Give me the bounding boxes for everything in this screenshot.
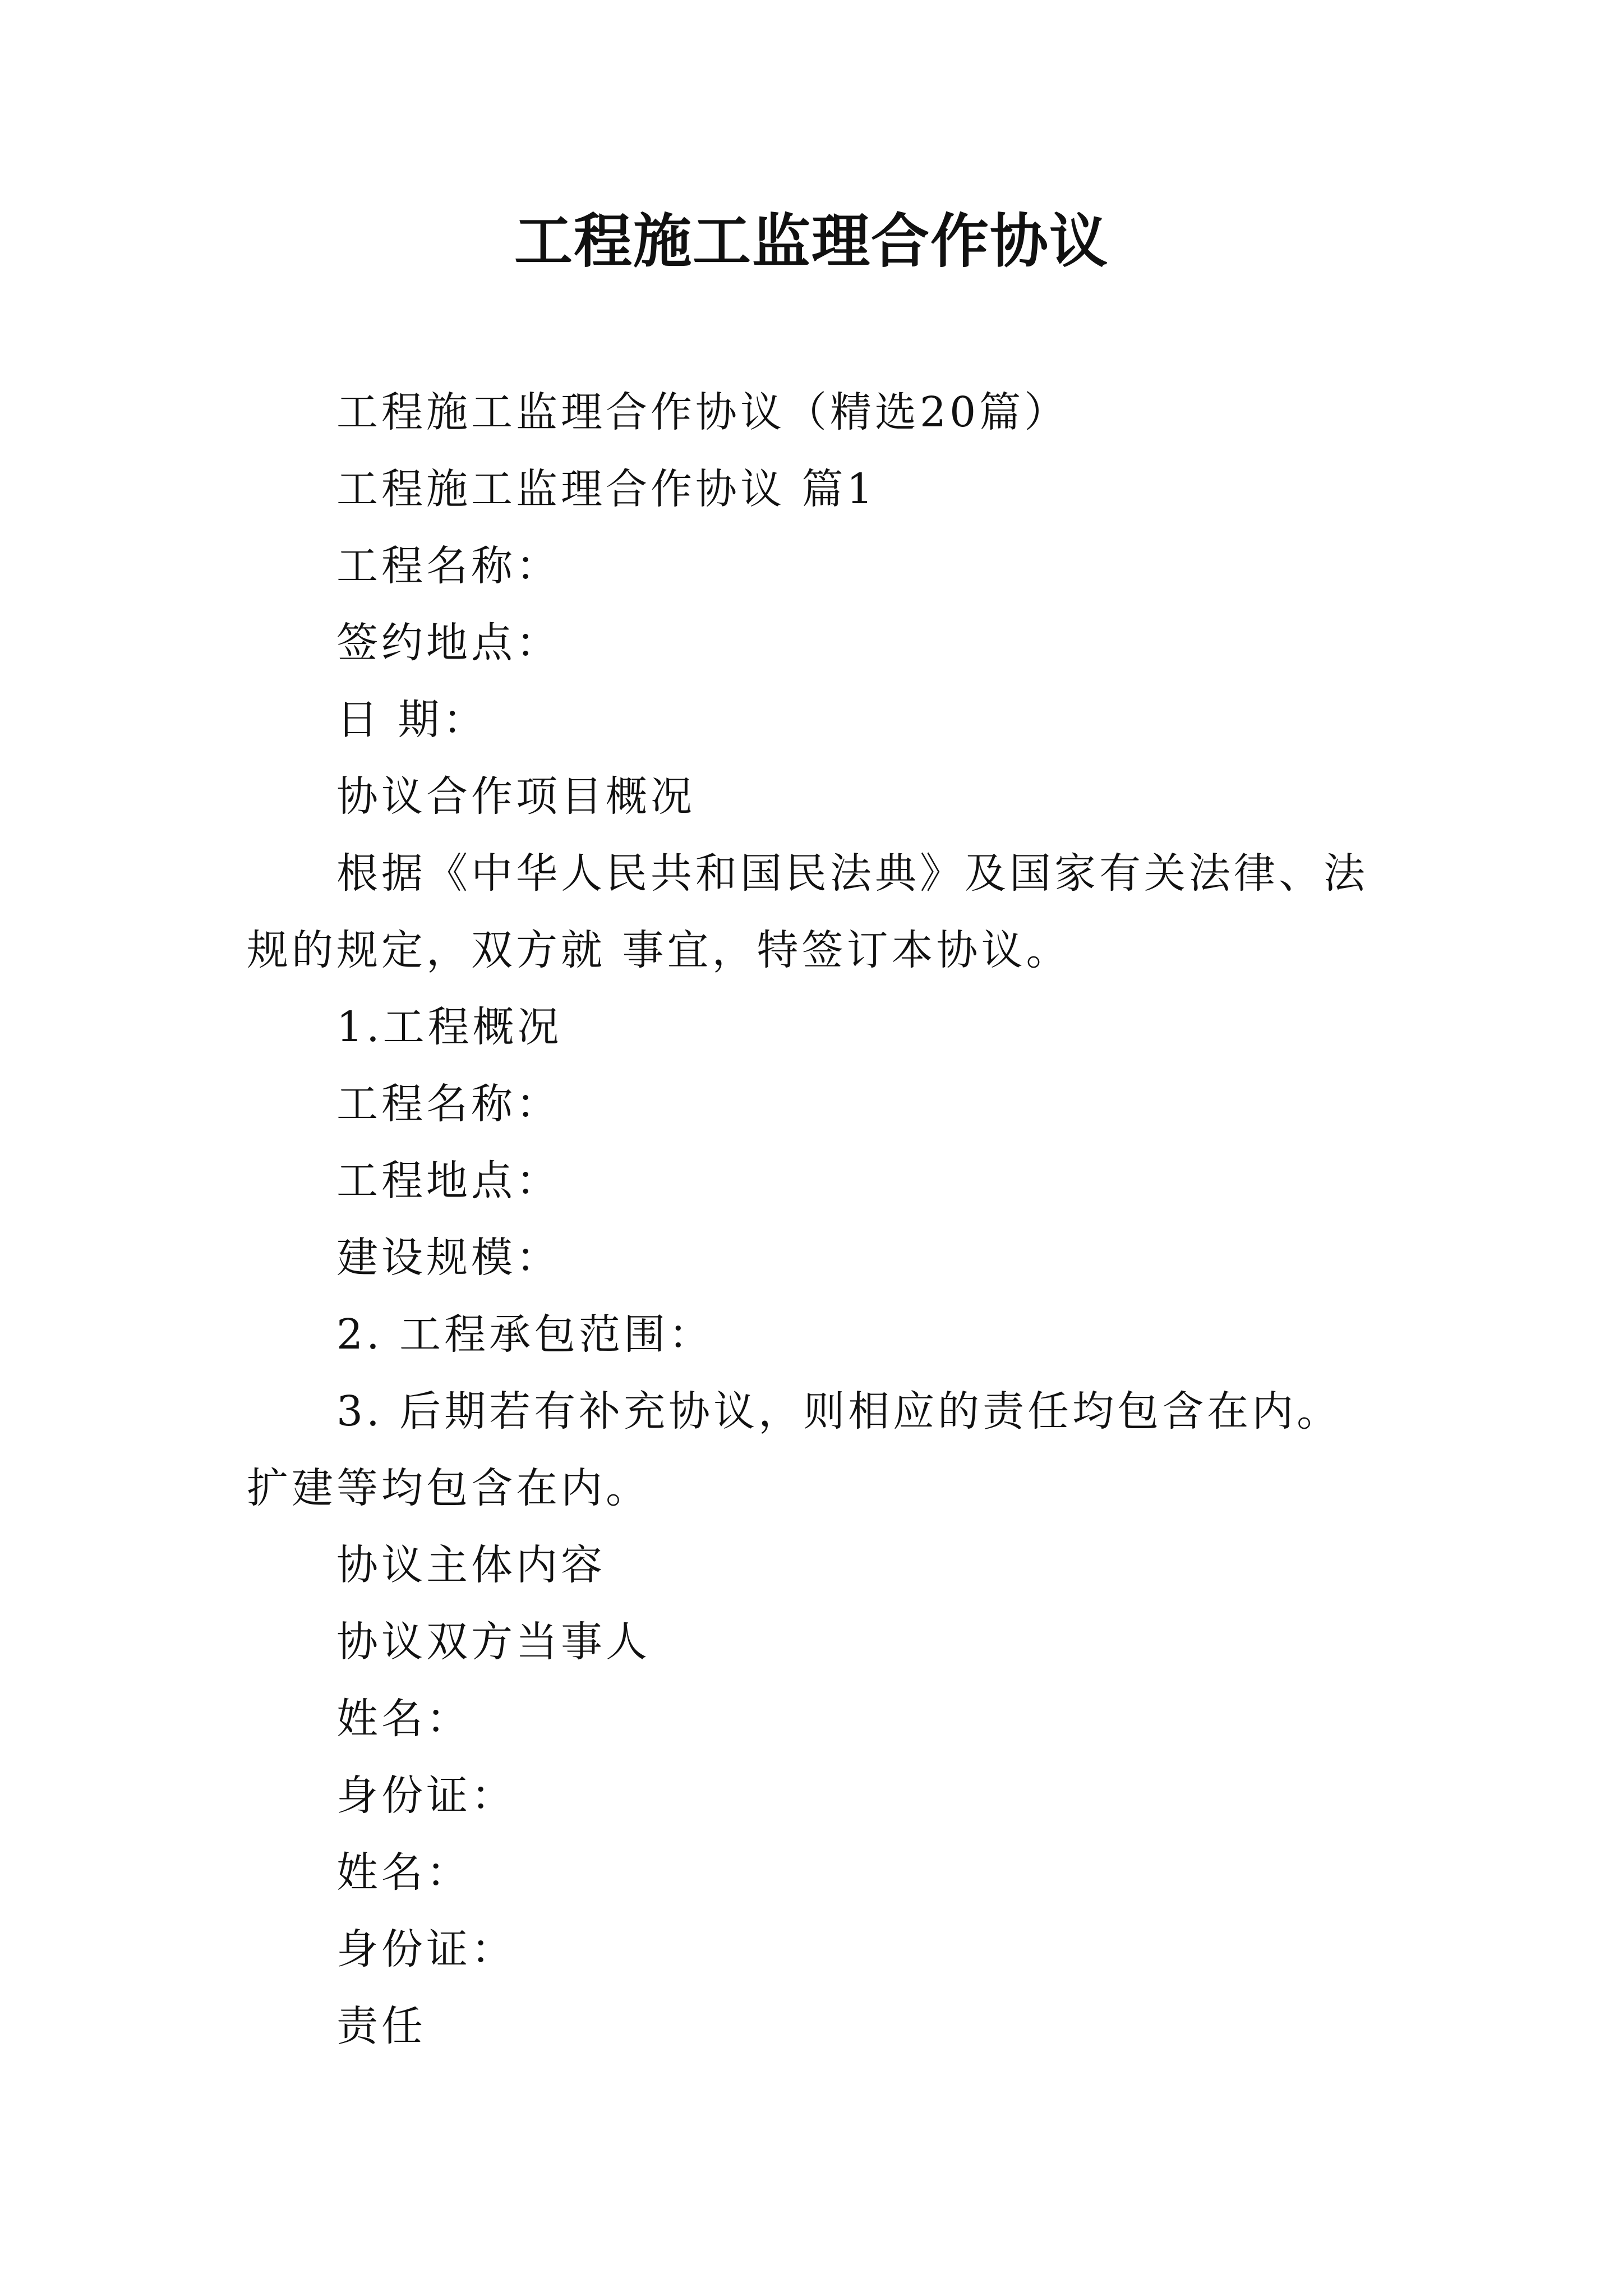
paragraph-party-a-name: 姓名： — [336, 1695, 471, 1743]
paragraph-party-a-id: 身份证： — [336, 1772, 516, 1820]
paragraph-construction-scale: 建设规模： — [336, 1234, 561, 1282]
paragraph-project-name-2: 工程名称： — [336, 1080, 561, 1128]
paragraph-parties-heading: 协议双方当事人 — [336, 1618, 651, 1666]
paragraph-project-overview-heading: 协议合作项目概况 — [336, 772, 695, 821]
paragraph-party-b-id: 身份证： — [336, 1925, 516, 1973]
paragraph-project-name: 工程名称： — [336, 542, 561, 590]
paragraph-section-heading: 工程施工监理合作协议 篇1 — [336, 465, 877, 513]
paragraph-signing-location: 签约地点： — [336, 619, 561, 667]
document-body — [247, 374, 1385, 2065]
paragraph-project-location: 工程地点： — [336, 1157, 561, 1205]
paragraph-date: 日 期： — [336, 696, 488, 744]
paragraph-supplementary-agreement: 3. 后期若有补充协议，则相应的责任均包含在内。扩建等均包含在内。 — [247, 1387, 1342, 1512]
document-title: 工程施工监理合作协议 — [514, 206, 1109, 275]
paragraph-contract-scope: 2. 工程承包范围： — [336, 1310, 714, 1359]
paragraph-responsibility: 责任 — [336, 2002, 426, 2050]
paragraph-party-b-name: 姓名： — [336, 1848, 471, 1897]
paragraph-subtitle: 工程施工监理合作协议（精选20篇） — [336, 388, 1069, 436]
paragraph-main-content-heading: 协议主体内容 — [336, 1541, 606, 1589]
paragraph-legal-basis: 根据《中华人民共和国民法典》及国家有关法律、法规的规定，双方就 事宜，特签订本协议。 — [247, 849, 1368, 974]
paragraph-project-overview: 1.工程概况 — [336, 1003, 562, 1051]
